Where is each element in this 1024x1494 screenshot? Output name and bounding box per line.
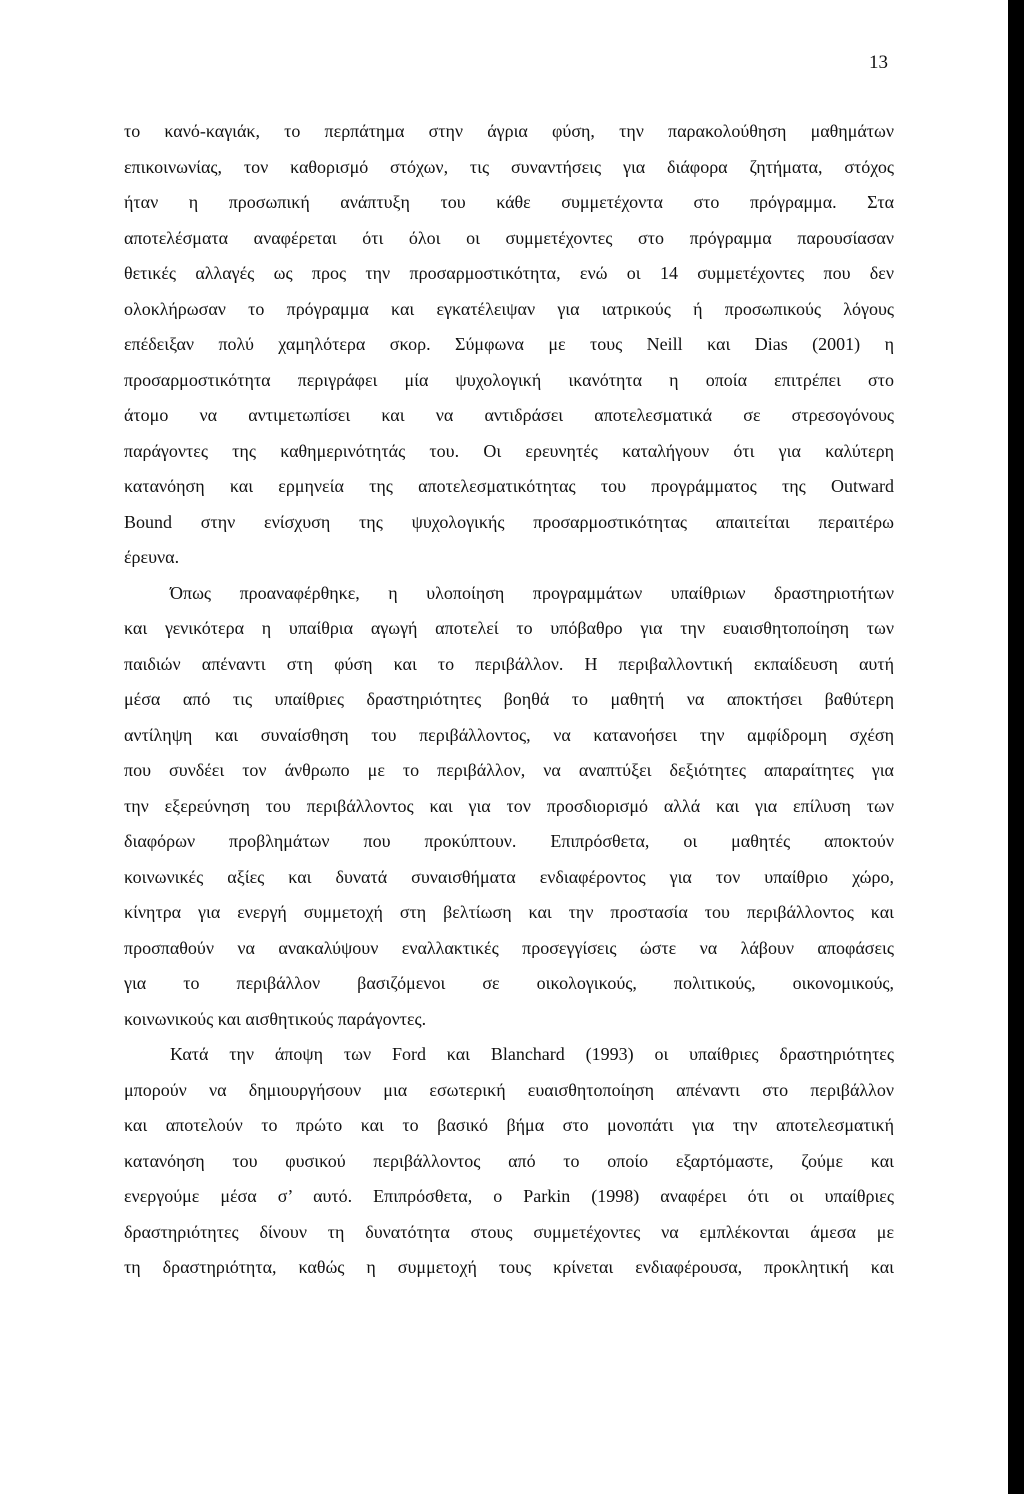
text-line: ήταν η προσωπική ανάπτυξη του κάθε συμμετέχοντα στο πρόγραμμα. Στα — [124, 192, 894, 212]
text-line: για το περιβάλλον βασιζόμενοι σε οικολογικούς, πολιτικούς, οικονομικούς, — [124, 973, 894, 993]
text-line: κατανόηση και ερμηνεία της αποτελεσματικότητας του προγράμματος της Outward — [124, 476, 894, 496]
text-line: προσαρμοστικότητα περιγράφει μία ψυχολογική ικανότητα η οποία επιτρέπει στο — [124, 370, 894, 390]
text-line: την εξερεύνηση του περιβάλλοντος και για τον προσδιορισμό αλλά και για επίλυση των — [124, 796, 894, 816]
paragraph-first-line: Κατά την άποψη των Ford και Blanchard (1993) οι υπαίθριες δραστηριότητες — [170, 1044, 894, 1064]
page-number: 13 — [869, 52, 888, 73]
text-line: κατανόηση του φυσικού περιβάλλοντος από το οποίο εξαρτόμαστε, ζούμε και — [124, 1151, 894, 1171]
text-line: δραστηριότητες δίνουν τη δυνατότητα στους συμμετέχοντες να εμπλέκονται άμεσα με — [124, 1222, 894, 1242]
text-line: αντίληψη και συναίσθηση του περιβάλλοντος, να κατανοήσει την αμφίδρομη σχέση — [124, 725, 894, 745]
text-line: έρευνα. — [124, 547, 180, 567]
text-line: μέσα από τις υπαίθριες δραστηριότητες βοηθά το μαθητή να αποκτήσει βαθύτερη — [124, 689, 894, 709]
text-line: προσπαθούν να ανακαλύψουν εναλλακτικές προσεγγίσεις ώστε να λάβουν αποφάσεις — [124, 938, 894, 958]
text-line: το κανό-καγιάκ, το περπάτημα στην άγρια φύση, την παρακολούθηση μαθημάτων — [124, 121, 894, 141]
text-line: θετικές αλλαγές ως προς την προσαρμοστικότητα, ενώ οι 14 συμμετέχοντες που δεν — [124, 263, 894, 283]
text-line: Bound στην ενίσχυση της ψυχολογικής προσαρμοστικότητας απαιτείται περαιτέρω — [124, 512, 894, 532]
text-line: ενεργούμε μέσα σ’ αυτό. Επιπρόσθετα, ο Parkin (1998) αναφέρει ότι οι υπαίθριες — [124, 1186, 894, 1206]
text-line: μπορούν να δημιουργήσουν μια εσωτερική ευαισθητοποίηση απέναντι στο περιβάλλον — [124, 1080, 894, 1100]
text-line: τη δραστηριότητα, καθώς η συμμετοχή τους κρίνεται ενδιαφέρουσα, προκλητική και — [124, 1257, 894, 1277]
text-line: επικοινωνίας, τον καθορισμό στόχων, τις συναντήσεις για διάφορα ζητήματα, στόχος — [124, 157, 894, 177]
text-line: που συνδέει τον άνθρωπο με το περιβάλλον, να αναπτύξει δεξιότητες απαραίτητες για — [124, 760, 894, 780]
text-line: και γενικότερα η υπαίθρια αγωγή αποτελεί το υπόβαθρο για την ευαισθητοποίηση των — [124, 618, 894, 638]
text-line: αποτελέσματα αναφέρεται ότι όλοι οι συμμετέχοντες στο πρόγραμμα παρουσίασαν — [124, 228, 894, 248]
text-line: κίνητρα για ενεργή συμμετοχή στη βελτίωση και την προστασία του περιβάλλοντος και — [124, 902, 894, 922]
text-line: διαφόρων προβλημάτων που προκύπτουν. Επιπρόσθετα, οι μαθητές αποκτούν — [124, 831, 894, 851]
text-line: παιδιών απέναντι στη φύση και το περιβάλλον. Η περιβαλλοντική εκπαίδευση αυτή — [124, 654, 894, 674]
text-line: κοινωνικούς και αισθητικούς παράγοντες. — [124, 1009, 427, 1029]
text-line: άτομο να αντιμετωπίσει και να αντιδράσει αποτελεσματικά σε στρεσογόνους — [124, 405, 894, 425]
text-line: επέδειξαν πολύ χαμηλότερα σκορ. Σύμφωνα με τους Neill και Dias (2001) η — [124, 334, 894, 354]
text-line: παράγοντες της καθημερινότητάς του. Οι ερευνητές καταλήγουν ότι για καλύτερη — [124, 441, 894, 461]
text-line: κοινωνικές αξίες και δυνατά συναισθήματα ενδιαφέροντος για τον υπαίθριο χώρο, — [124, 867, 894, 887]
text-line: ολοκλήρωσαν το πρόγραμμα και εγκατέλειψαν για ιατρικούς ή προσωπικούς λόγους — [124, 299, 894, 319]
paragraph-first-line: Όπως προαναφέρθηκε, η υλοποίηση προγραμμάτων υπαίθριων δραστηριοτήτων — [170, 583, 894, 603]
text-line: και αποτελούν το πρώτο και το βασικό βήμα στο μονοπάτι για την αποτελεσματική — [124, 1115, 894, 1135]
